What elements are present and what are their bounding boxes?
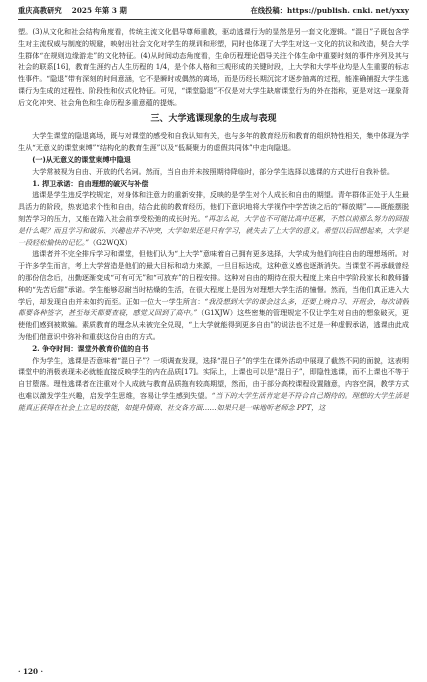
journal-name: 重庆高教研究 — [18, 6, 62, 15]
page-number: · 120 · — [18, 667, 44, 676]
page-header — [18, 4, 409, 18]
item-heading: 1. 捍卫承诺：自由理想的破灭与补偿 — [32, 178, 149, 188]
paragraph: 大学生课堂的隐退离场，既与对课堂的感受和自我认知有关，也与多年的教育经历和教育的组织特性相关，集中体现为学生从“无意义的课堂束缚”“结构化的教育生涯”以及“低凝聚力的虚假共同体”中走向隐退。 — [18, 131, 409, 153]
quote-reference: （G2WQX） — [89, 237, 132, 247]
paragraph — [18, 355, 409, 414]
paragraph — [18, 189, 409, 248]
header-right — [251, 6, 409, 16]
section-heading: 三、大学逃课现象的生成与表现 — [150, 113, 277, 124]
paragraph: 塑。(3)从文化和社会结构角度看，传统主流文化倡导尊师重教，驱动逃课行为的显然是另一套文化逻辑。“混日”子既包含学生对主流权威与制度的规避，映射出社会文化对学生的规训和形塑，同时也体现了大学生对这一文化的抗议和改造，契合大学生群体“在规则边缘游走”的文化特征。(4)从时间动态角度看，生命历程理论倡导关注个体生命中重要时刻的事件序列及其与社会的联系[16]，教育生涯约占人生历程的 1/4，是个体人格和三观形成的关键时段，上大学和大学毕业均是人生重要的标志性事件。“隐退”带有深刻的时间意涵，它不是瞬时或偶然的离场，而是历经长期沉淀才逐步抽离的过程，能准确捕捉大学生逃课行为生成的过程性、阶段性和仪式化特征。可见，“课堂隐退”不仅是对大学生缺席课堂行为的外在指称，更是对这一现象背后文化冲突、社会角色和生命历程多重意蕴的提炼。 — [18, 27, 409, 107]
header-rule — [18, 19, 409, 20]
item-heading: 2. 争夺时间：课堂外教育价值的自书 — [32, 343, 149, 353]
online-submission-label: 在线投稿： — [250, 6, 288, 15]
interview-quote: “再怎么说，大学也不可能比高中还累，不然以前那么努力的回报是什么呢？而且学习和破乐、兴趣也并不冲突，大学如果还是只有学习，就失去了上大学的意义。希望以后回想起来，大学是一段轻松愉快的记忆。” — [18, 213, 409, 247]
article-body — [18, 26, 409, 660]
interview-quote: “我没想到大学的课会这么多，还要上晚自习、开班会，每次请假都要各种签字，甚至每天都要查寝，感觉又回到了高中。” — [18, 296, 409, 318]
header-left — [18, 6, 127, 16]
quote-reference: （G1XJW） — [197, 308, 238, 318]
paragraph-text: 逃课是学生违反学校规定，对身体和注意力的重新安排，反映的是学生对个人成长和自由的期望。青年群体正处于人生最具活力的阶段，热衷追求个性和自由，结合此前的教育经历，他们下意识地将大学视作中学苦读之后的“释放期”——既能摆脱刻苦学习的压力，又能在踏入社会前享受松弛的成长时光。 — [18, 190, 409, 223]
paragraph-text: 这些密集的管理规定不仅让学生对自由的想象破灭，更使他们感到被欺骗。素质教育的理念从未被完全兑现，“上大学就能得到更多自由”的说法也不过是一种虚假承诺，逃课由此成为他们借意识中弥补和重获这份自由的方式。 — [18, 308, 409, 341]
paragraph — [18, 248, 409, 342]
paragraph-text: 作为学生，逃课是否意味着“混日子”？一项调查发现，选择“混日子”的学生在课外活动中展现了截然不同的面貌，这表明课堂中的消极表现未必就能直接反映学生的内在品质[17]。实际上，上课也可以是“混日子”，即隐性逃课，而不上课也不等于自甘堕落。理性逃课者在注重对个人成就与教育品质拖有较高期望，然而，由于部分高校课程设置随意，内容空洞，教学方式也难以激发学生兴趣，启发学生思维，容易让学生感到失望。 — [18, 355, 409, 400]
paragraph-text: 逃课者并不完全排斥学习和课堂，但他们认为“上大学”意味着自己拥有更多选择，大学成为他们向往自由的理想场所。对于许多学生而言，考上大学营造是他们的最大目标和动力来源，一旦目标达成，这种意义感也逐渐消失。当课堂不再承载曾经的那份信念后，出勤逐渐变成“可有可无”和“可放弃”的日程安排。这种对自由的期待在很大程度上来自中学阶段家长和教师播种的“先苦后甜”承诺。学生能够忍耐当时枯燥的生活，在很大程度上是因为对理想大学生活的憧憬。然而，当他们真正进入大学后，却发现自由并未如约而至。正如一位大一学生所言： — [18, 249, 409, 306]
issue-label: 2025 年第 3 期 — [71, 6, 127, 15]
subsection-heading: (一)从无意义的课堂束缚中隐退 — [32, 154, 131, 164]
interview-quote: “当下的大学生活肯定是不符合自己期待的。理想的大学生活是能真正获得在社会上立足的技能，如提升情商、社交各方面……如果只是一味地听老师念 PPT，这 — [18, 390, 409, 412]
paragraph: 大学常被视为自由、开放的代名词。然而，当自由并未按照期待降临时，部分学生选择以逃课的方式进行自我补偿。 — [32, 166, 394, 176]
submission-url: https://publish. cnki. net/yxxy — [287, 6, 409, 15]
